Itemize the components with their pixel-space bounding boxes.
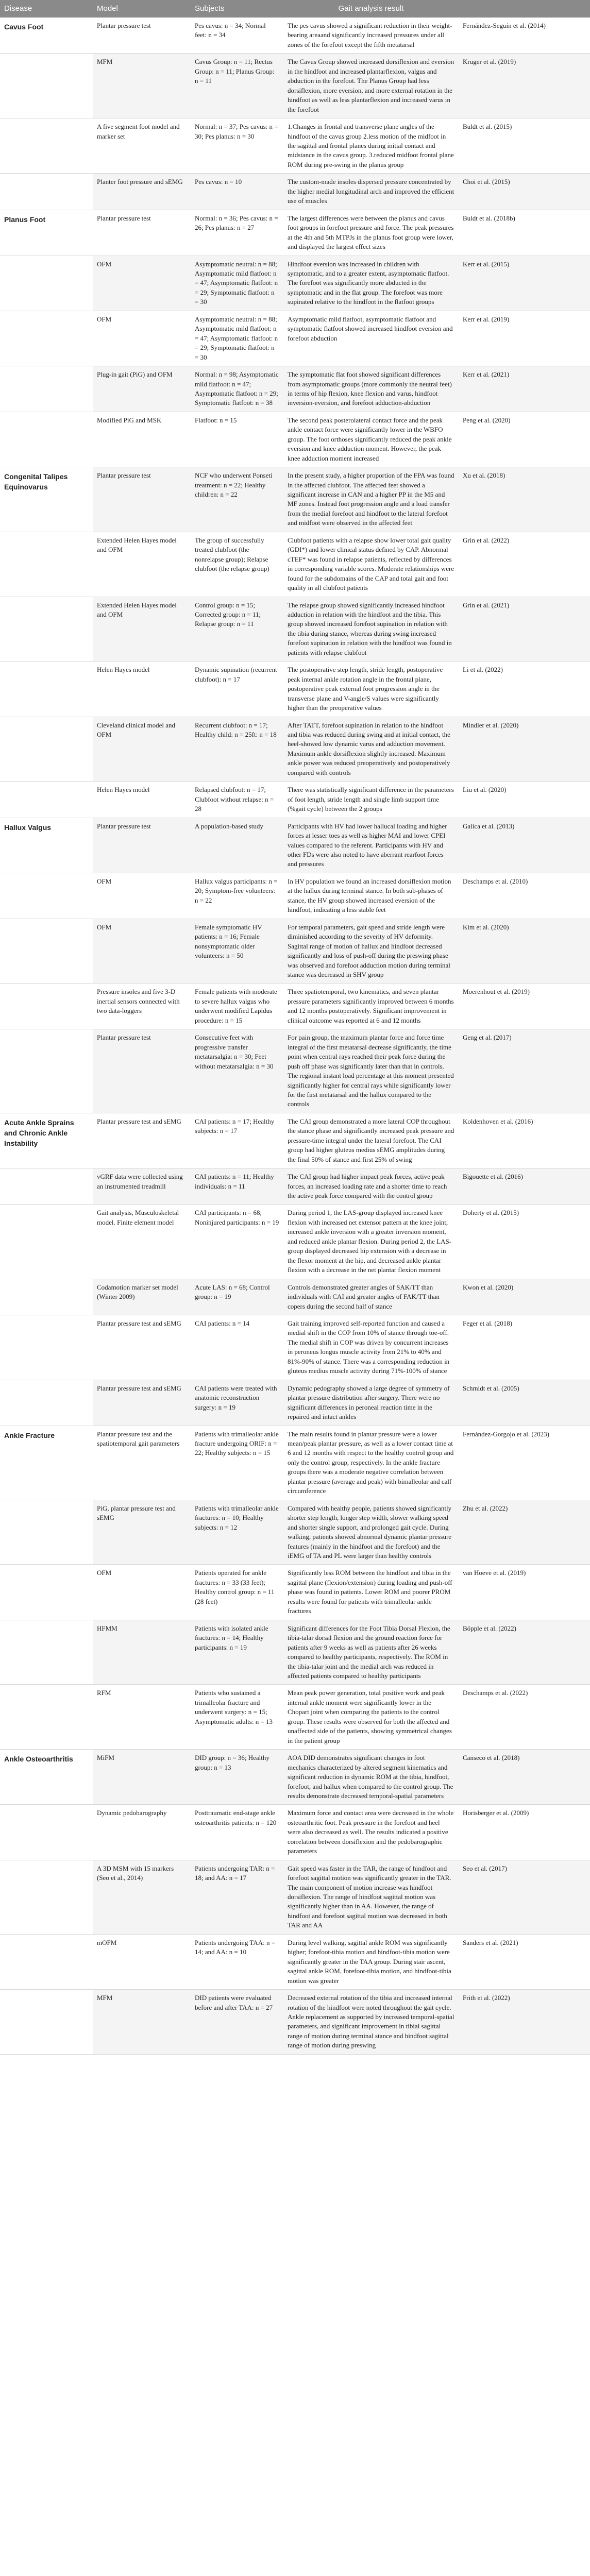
table-row	[0, 1113, 590, 1168]
table-row	[0, 818, 590, 873]
model-cell: Plantar pressure test and the spatiotemporal gait parameters	[93, 1426, 191, 1500]
gait-result-cell: The largest differences were between the planus and cavus foot groups in forefoot pressure and force. The peak pressures at the 4th and 5th MTPJs in the planus foot group were lower, and displayed the largest effect sizes	[283, 210, 459, 256]
model-cell: RFM	[93, 1685, 191, 1750]
subjects-cell: Patients undergoing TAR: n = 18; and AA: n = 17	[191, 1860, 283, 1934]
disease-cell	[0, 873, 93, 919]
reference-cell: Koldenhoven et al. (2016)	[459, 1113, 590, 1168]
table-row	[0, 1315, 590, 1380]
subjects-cell: CAI patients: n = 17; Healthy subjects: n = 17	[191, 1113, 283, 1168]
disease-cell	[0, 782, 93, 818]
subjects-cell: Consecutive feet with progressive transfer metatarsalgia: n = 30; Feet without metatarsalgia: n = 30	[191, 1029, 283, 1113]
disease-cell: Acute Ankle Sprains and Chronic Ankle Instability	[0, 1113, 93, 1168]
model-cell: Dynamic pedobarography	[93, 1805, 191, 1860]
table-row	[0, 1620, 590, 1685]
gait-result-cell: 1.Changes in frontal and transverse plane angles of the hindfoot of the cavus group 2.less motion of the midfoot in the sagittal and frontal planes during initial contact and midstance in the cavus group. 3.reduced midfoot frontal plane ROM during pre-swing in the planus group	[283, 118, 459, 174]
model-cell: Plantar pressure test and sEMG	[93, 1113, 191, 1168]
model-cell: OFM	[93, 1565, 191, 1620]
subjects-cell: Cavus Group: n = 11; Rectus Group: n = 11; Planus Group: n = 11	[191, 54, 283, 118]
table-header-row	[0, 0, 590, 18]
subjects-cell: DID patients were evaluated before and after TAA: n = 27	[191, 1990, 283, 2055]
reference-cell: Kerr et al. (2019)	[459, 311, 590, 366]
header-gait-result: Gait analysis result	[283, 0, 459, 18]
table-row	[0, 717, 590, 782]
reference-cell: Buldt et al. (2015)	[459, 118, 590, 174]
model-cell: Extended Helen Hayes model and OFM	[93, 532, 191, 597]
reference-cell: Liu et al. (2020)	[459, 782, 590, 818]
subjects-cell: Patients operated for ankle fractures: n = 33 (33 feet); Healthy control group: n = 11 (28 feet)	[191, 1565, 283, 1620]
gait-result-cell: Significant differences for the Foot Tibia Dorsal Flexion, the tibia-talar dorsal flexion and the ground reaction force for patients after 9 weeks as well as patients after 26 weeks compared to healthy participants, respectively. The ROM in the tibia-talar joint and the medial arch was reduced in affected patients compared to healthy participants	[283, 1620, 459, 1685]
table-row	[0, 782, 590, 818]
subjects-cell: Normal: n = 98; Asymptomatic mild flatfoot: n = 47; Asymptomatic flatfoot: n = 29; Symptomatic flatfoot: n = 38	[191, 366, 283, 412]
reference-cell: Canseco et al. (2018)	[459, 1750, 590, 1805]
disease-cell	[0, 366, 93, 412]
subjects-cell: Normal: n = 36; Pes cavus: n = 26; Pes planus: n = 27	[191, 210, 283, 256]
disease-cell	[0, 1500, 93, 1565]
reference-cell: Buldt et al. (2018b)	[459, 210, 590, 256]
reference-cell: Zhu et al. (2022)	[459, 1500, 590, 1565]
disease-cell	[0, 984, 93, 1029]
table-row	[0, 597, 590, 662]
disease-cell	[0, 532, 93, 597]
reference-cell: Fernández-Gorgojo et al. (2023)	[459, 1426, 590, 1500]
subjects-cell: CAI participants: n = 68; Noninjured participants: n = 19	[191, 1205, 283, 1279]
model-cell: Pressure insoles and five 3-D inertial sensors connected with two data-loggers	[93, 984, 191, 1029]
gait-result-cell: For pain group, the maximum plantar force and force time integral of the first metatarsal decrease significantly, the time point when central rays reached their peak force during the push off phase was significantly later than that in controls. The regional instant load percentage at this moment presented significantly higher for central rays while significantly lower for the first metatarsal and the hallux compared to the controls	[283, 1029, 459, 1113]
reference-cell: Sanders et al. (2021)	[459, 1934, 590, 1989]
disease-cell	[0, 1685, 93, 1750]
reference-cell: Grin et al. (2022)	[459, 532, 590, 597]
disease-cell	[0, 1620, 93, 1685]
gait-result-cell: The Cavus Group showed increased dorsiflexion and eversion in the hindfoot and increased plantarflexion, valgus and abduction in the forefoot. The Planus Group had less dorsiflexion, more eversion, and more external rotation in the hindfoot as well as less plantarflexion and increased varus in the forefoot	[283, 54, 459, 118]
table-row	[0, 1426, 590, 1500]
reference-cell: Peng et al. (2020)	[459, 412, 590, 467]
disease-cell	[0, 256, 93, 311]
model-cell: Modified PiG and MSK	[93, 412, 191, 467]
gait-result-cell: The CAI group demonstrated a more lateral COP throughout the stance phase and significantly increased peak pressure and pressure-time integral under the lateral forefoot. The CAI group had higher gluteus medius sEMG amplitudes during the final 50% of stance and first 25% of swing	[283, 1113, 459, 1168]
model-cell: Cleveland clinical model and OFM	[93, 717, 191, 782]
table-row	[0, 210, 590, 256]
disease-cell	[0, 1565, 93, 1620]
subjects-cell: Pes cavus: n = 10	[191, 174, 283, 210]
table-row	[0, 366, 590, 412]
subjects-cell: CAI patients were treated with anatomic reconstruction surgery: n = 19	[191, 1380, 283, 1426]
subjects-cell: Posttraumatic end-stage ankle osteoarthritis patients: n = 120	[191, 1805, 283, 1860]
disease-cell	[0, 1315, 93, 1380]
reference-cell: Bigouette et al. (2016)	[459, 1168, 590, 1205]
table-row	[0, 1860, 590, 1934]
table-row	[0, 1685, 590, 1750]
table-row	[0, 467, 590, 532]
gait-result-cell: Compared with healthy people, patients showed significantly shorter step length, longer step width, slower walking speed and shorter single support, and prolonged gait cycle. During walking, patients showed abnormal dynamic plantar pressure features (mainly in the hindfoot and the forefoot) and the iEMG of TA and PL were larger than healthy controls	[283, 1500, 459, 1565]
model-cell: Plantar pressure test	[93, 1029, 191, 1113]
reference-cell: Doherty et al. (2015)	[459, 1205, 590, 1279]
model-cell: MFM	[93, 1990, 191, 2055]
gait-result-cell: Hindfoot eversion was increased in children with symptomatic, and to a greater extent, asymptomatic flatfoot. The forefoot was significantly more abducted in the symptomatic and in the flat group. The forefoot was more supinated relative to the hindfoot in the flatfoot groups	[283, 256, 459, 311]
disease-cell	[0, 118, 93, 174]
reference-cell: Choi et al. (2015)	[459, 174, 590, 210]
reference-cell: Kim et al. (2020)	[459, 919, 590, 984]
disease-cell	[0, 717, 93, 782]
disease-cell	[0, 1168, 93, 1205]
reference-cell: Xu et al. (2018)	[459, 467, 590, 532]
disease-cell: Cavus Foot	[0, 18, 93, 54]
table-row	[0, 1279, 590, 1315]
gait-result-cell: Decreased external rotation of the tibia and increased internal rotation of the hindfoot were noted throughout the gait cycle. Ankle replacement as supported by increased temporal-spatial parameters, and significant improvement in tibial sagittal range of motion during terminal stance and hindfoot sagittal range of motion during preswing	[283, 1990, 459, 2055]
model-cell: Planter foot pressure and sEMG	[93, 174, 191, 210]
subjects-cell: Patients undergoing TAA: n = 14; and AA: n = 10	[191, 1934, 283, 1989]
model-cell: OFM	[93, 919, 191, 984]
subjects-cell: Pes cavus: n = 34; Normal feet: n = 34	[191, 18, 283, 54]
reference-cell: Böpple et al. (2022)	[459, 1620, 590, 1685]
subjects-cell: Asymptomatic neutral: n = 88; Asymptomatic mild flatfoot: n = 47; Asymptomatic flatfoot: n = 29; Symptomatic flatfoot: n = 30	[191, 311, 283, 366]
gait-result-cell: During level walking, sagittal ankle ROM was significantly higher; forefoot-tibia motion and hindfoot-tibia motion were significantly greater in the TAA group. During stair ascent, sagittal ankle ROM, forefoot-tibia motion, and hindfoot-tibia motion was greater	[283, 1934, 459, 1989]
subjects-cell: Control group: n = 15; Corrected group: n = 11; Relapse group: n = 11	[191, 597, 283, 662]
gait-result-cell: The CAI group had higher impact peak forces, active peak forces, an increased loading rate and a shorter time to reach the active peak force compared with the control group	[283, 1168, 459, 1205]
disease-cell: Ankle Fracture	[0, 1426, 93, 1500]
table-row	[0, 311, 590, 366]
gait-result-cell: In HV population we found an increased dorsiflexion motion at the hallux during terminal stance. In both sub-phases of stance, the HV group showed increased eversion of the hindfoot, indicating a less stable feet	[283, 873, 459, 919]
model-cell: PiG, plantar pressure test and sEMG	[93, 1500, 191, 1565]
reference-cell: Geng et al. (2017)	[459, 1029, 590, 1113]
reference-cell: Li et al. (2022)	[459, 662, 590, 717]
subjects-cell: Female patients with moderate to severe hallux valgus who underwent modified Lapidus procedure: n = 15	[191, 984, 283, 1029]
table-row	[0, 412, 590, 467]
disease-cell: Ankle Osteoarthritis	[0, 1750, 93, 1805]
table-row	[0, 662, 590, 717]
table-row	[0, 54, 590, 118]
reference-cell: Kruger et al. (2019)	[459, 54, 590, 118]
model-cell: Plantar pressure test	[93, 467, 191, 532]
subjects-cell: Female symptomatic HV patients: n = 16; Female nonsymptomatic older volunteers: n = 50	[191, 919, 283, 984]
model-cell: Plantar pressure test	[93, 210, 191, 256]
subjects-cell: Flatfoot: n = 15	[191, 412, 283, 467]
reference-cell: Frith et al. (2022)	[459, 1990, 590, 2055]
table-row	[0, 984, 590, 1029]
disease-cell	[0, 54, 93, 118]
subjects-cell: Patients with trimalleolar ankle fractures: n = 10; Healthy subjects: n = 12	[191, 1500, 283, 1565]
model-cell: OFM	[93, 256, 191, 311]
model-cell: Gait analysis, Musculoskeletal model. Finite element model	[93, 1205, 191, 1279]
gait-result-cell: Clubfoot patients with a relapse show lower total gait quality (GDI*) and lower clinical status defined by CAP. Abnormal cTEF* was found in relapse patients, reflected by differences in corresponding variable scores. Moderate relationships were found for the subdomains of the CAP and total gait and foot quality in all clubfoot patients	[283, 532, 459, 597]
subjects-cell: Patients with trimalleolar ankle fracture undergoing ORIF: n = 22; Healthy subjects: n = 15	[191, 1426, 283, 1500]
reference-cell: Kwon et al. (2020)	[459, 1279, 590, 1315]
gait-result-cell: The postoperative step length, stride length, postoperative peak internal ankle rotation angle in the frontal plane, postoperative peak external foot progression angle in the transverse plane and V-angle/S values were significantly higher than the preoperative values	[283, 662, 459, 717]
table-row	[0, 174, 590, 210]
gait-result-cell: The relapse group showed significantly increased hindfoot adduction in relation with the hindfoot and the tibia. This group showed increased forefoot supination in relation with the tibia during stance, whereas during swing increased forefoot supination in relation with the hindfoot was found in patients with relapse clubfoot	[283, 597, 459, 662]
gait-result-cell: Gait training improved self-reported function and caused a medial shift in the COP from 10% of stance through toe-off. The medial shift in COP was driven by concurrent increases in peroneus longus muscle activity from 21% to 40% and 81%-90% of stance. There was a corresponding reduction in gluteus medius muscle activity during 71%-100% of stance	[283, 1315, 459, 1380]
model-cell: vGRF data were collected using an instrumented treadmill	[93, 1168, 191, 1205]
subjects-cell: Normal: n = 37; Pes cavus: n = 30; Pes planus: n = 30	[191, 118, 283, 174]
disease-cell	[0, 1029, 93, 1113]
gait-result-cell: Dynamic pedography showed a large degree of symmetry of plantar pressure distribution after surgery. There were no significant differences in peroneal reaction time in the repaired and intact ankles	[283, 1380, 459, 1426]
subjects-cell: Recurrent clubfoot: n = 17; Healthy child: n = 25ft: n = 18	[191, 717, 283, 782]
subjects-cell: Dynamic supination (recurrent clubfoot): n = 17	[191, 662, 283, 717]
subjects-cell: Patients with isolated ankle fractures: n = 14; Healthy participants: n = 19	[191, 1620, 283, 1685]
model-cell: Codamotion marker set model (Winter 2009)	[93, 1279, 191, 1315]
gait-result-cell: After TATT, forefoot supination in relation to the hindfoot and tibia was reduced during swing and at initial contact, the heel-showed low dynamic varus and adduction movement. Maximum ankle dorsiflexion slightly increased. Maximum ankle power was reduced preoperatively and postoperatively compared with controls	[283, 717, 459, 782]
subjects-cell: A population-based study	[191, 818, 283, 873]
subjects-cell: CAI patients: n = 11; Healthy individuals: n = 11	[191, 1168, 283, 1205]
model-cell: Plug-in gait (PiG) and OFM	[93, 366, 191, 412]
reference-cell: Horisberger et al. (2009)	[459, 1805, 590, 1860]
reference-cell: Grin et al. (2021)	[459, 597, 590, 662]
model-cell: A five segment foot model and marker set	[93, 118, 191, 174]
subjects-cell: DID group: n = 36; Healthy group: n = 13	[191, 1750, 283, 1805]
model-cell: Plantar pressure test and sEMG	[93, 1380, 191, 1426]
subjects-cell: Asymptomatic neutral: n = 88; Asymptomatic mild flatfoot: n = 47; Asymptomatic flatfoot: n = 29; Symptomatic flatfoot: n = 30	[191, 256, 283, 311]
model-cell: A 3D MSM with 15 markers (Seo et al., 2014)	[93, 1860, 191, 1934]
reference-cell: Schmidt et al. (2005)	[459, 1380, 590, 1426]
table-row	[0, 873, 590, 919]
subjects-cell: The group of successfully treated clubfoot (the nonrelapse group); Relapse clubfoot (the relapse group)	[191, 532, 283, 597]
model-cell: Plantar pressure test	[93, 818, 191, 873]
table-row	[0, 256, 590, 311]
table-row	[0, 1380, 590, 1426]
table-row	[0, 1168, 590, 1205]
disease-cell: Congenital Talipes Equinovarus	[0, 467, 93, 532]
table-row	[0, 1990, 590, 2055]
disease-cell	[0, 174, 93, 210]
gait-result-cell: Three spatiotemporal, two kinematics, and seven plantar pressure parameters significantly improved between 6 months and 12 months postoperatively. Significant improvement in clinical outcome was reported at 6 and 12 months	[283, 984, 459, 1029]
table-row	[0, 1805, 590, 1860]
reference-cell: van Hoeve et al. (2019)	[459, 1565, 590, 1620]
model-cell: OFM	[93, 873, 191, 919]
table-row	[0, 919, 590, 984]
model-cell: MFM	[93, 54, 191, 118]
gait-result-cell: AOA DID demonstrates significant changes in foot mechanics characterized by altered segment kinematics and significant reduction in dynamic ROM at the tibia, hindfoot, forefoot, and hallux when compared to the control group. The results demonstrate decreased temporal-spatial parameters	[283, 1750, 459, 1805]
table-row	[0, 1029, 590, 1113]
disease-cell	[0, 662, 93, 717]
gait-result-cell: Controls demonstrated greater angles of SAK/TT than individuals with CAI and greater angles of FAK/TT than copers during the second half of stance	[283, 1279, 459, 1315]
gait-result-cell: The custom-made insoles dispersed pressure concentrated by the higher medial longitudinal arch and improved the efficient use of muscles	[283, 174, 459, 210]
gait-result-cell: Significantly less ROM between the hindfoot and tibia in the sagittal plane (flexion/extension) during loading and push-off phase was found in patients. Lower ROM and poorer PROM results were found for patients with trimalleolar ankle fractures	[283, 1565, 459, 1620]
disease-cell	[0, 412, 93, 467]
gait-result-cell: Mean peak power generation, total positive work and peak internal ankle moment were significantly lower in the Chopart joint when comparing the patients to the control group. These results were observed for both the affected and unaffected side of the patients, showing symmetrical changes in the patient group	[283, 1685, 459, 1750]
disease-cell: Hallux Valgus	[0, 818, 93, 873]
disease-cell	[0, 1860, 93, 1934]
model-cell: mOFM	[93, 1934, 191, 1989]
header-model: Model	[93, 0, 191, 18]
gait-result-cell: The main results found in plantar pressure were a lower mean/peak plantar pressure, as well as a lower contact time at 6 and 12 months with respect to the healthy control group and only the control group, respectively. In the ankle fracture groups there was a moderate negative correlation between plantar pressure (average and peak) with bimalleolar and calf circumference	[283, 1426, 459, 1500]
disease-cell	[0, 1205, 93, 1279]
reference-cell: Feger et al. (2018)	[459, 1315, 590, 1380]
disease-cell: Planus Foot	[0, 210, 93, 256]
disease-cell	[0, 311, 93, 366]
table-row	[0, 1500, 590, 1565]
table-row	[0, 1934, 590, 1989]
reference-cell: Deschamps et al. (2010)	[459, 873, 590, 919]
model-cell: Extended Helen Hayes model and OFM	[93, 597, 191, 662]
disease-cell	[0, 1934, 93, 1989]
table-row	[0, 1750, 590, 1805]
table-body	[0, 18, 590, 2054]
disease-cell	[0, 919, 93, 984]
model-cell: Plantar pressure test	[93, 18, 191, 54]
gait-result-cell: Gait speed was faster in the TAR, the range of hindfoot and forefoot sagittal motion was significantly greater in the TAR. The main component of motion increase was hindfoot dorsiflexion. The range of hindfoot sagittal motion was significantly higher than in AA. However, the range of hindfoot and forefoot sagittal motion was decreased in both TAR and AA	[283, 1860, 459, 1934]
header-reference	[459, 0, 590, 18]
subjects-cell: NCF who underwent Ponseti treatment: n = 22; Healthy children: n = 22	[191, 467, 283, 532]
gait-result-cell: The symptomatic flat foot showed significant differences from asymptomatic groups (more commonly the neutral feet) in terms of hip flexion, knee flexion and varus, hindfoot inversion-eversion, and forefoot adduction-abduction	[283, 366, 459, 412]
gait-result-cell: In the present study, a higher proportion of the FPA was found in the affected clubfoot. The affected feet showed a significant increase in CAN and a higher PP in the M5 and MF zones. Instead foot progression angle and a load transfer from the medial forefoot and hindfoot to the lateral forefoot and midfoot were observed in the affected feet	[283, 467, 459, 532]
model-cell: Plantar pressure test and sEMG	[93, 1315, 191, 1380]
table-row	[0, 1565, 590, 1620]
disease-cell	[0, 597, 93, 662]
table-row	[0, 532, 590, 597]
model-cell: HFMM	[93, 1620, 191, 1685]
gait-result-cell: Participants with HV had lower hallucal loading and higher forces at lesser toes as well as higher MAI and lower CPEI values compared to the referent. Participants with HV and other FDs were also noted to have aberrant rearfoot forces and pressures	[283, 818, 459, 873]
disease-cell	[0, 1990, 93, 2055]
header-subjects: Subjects	[191, 0, 283, 18]
disease-cell	[0, 1805, 93, 1860]
disease-cell	[0, 1279, 93, 1315]
subjects-cell: Patients who sustained a trimalleolar fracture and underwent surgery: n = 15; Asymptomatic adults: n = 13	[191, 1685, 283, 1750]
gait-result-cell: The second peak posterolateral contact force and the peak ankle contact force were significantly lower in the WBFO group. The foot orthoses significantly reduced the peak ankle eversion and knee adduction moment. However, the peak knee adduction moment increased	[283, 412, 459, 467]
gait-result-cell: There was statistically significant difference in the parameters of foot length, stride length and single limb support time (%gait cycle) between the 2 groups	[283, 782, 459, 818]
model-cell: OFM	[93, 311, 191, 366]
gait-result-cell: During period 1, the LAS-group displayed increased knee flexion with increased net extensor pattern at the knee joint, increased ankle inversion with a greater inversion moment, and reduced ankle plantar flexion. During period 2, the LAS-group displayed decreased hip extension with a decrease in the flexor moment at the hip, and decreased ankle plantar flexion with a decrease in the net plantar flexion moment	[283, 1205, 459, 1279]
reference-cell: Moerenhout et al. (2019)	[459, 984, 590, 1029]
table-row	[0, 1205, 590, 1279]
model-cell: MiFM	[93, 1750, 191, 1805]
table-row	[0, 118, 590, 174]
reference-cell: Fernández-Seguín et al. (2014)	[459, 18, 590, 54]
reference-cell: Mindler et al. (2020)	[459, 717, 590, 782]
header-disease: Disease	[0, 0, 93, 18]
gait-result-cell: For temporal parameters, gait speed and stride length were diminished according to the severity of HV deformity. Sagittal range of motion of hallux and hindfoot decreased significantly and loss of push-off during the preswing phase was observed and forefoot adduction motion during terminal stance was decreased in SHV group	[283, 919, 459, 984]
reference-cell: Kerr et al. (2021)	[459, 366, 590, 412]
gait-result-cell: The pes cavus showed a significant reduction in their weight-bearing areaand significantly increased pressures under all zones of the forefoot except the fifth metatarsal	[283, 18, 459, 54]
gait-result-cell: Maximum force and contact area were decreased in the whole osteoarthritic foot. Peak pressure in the forefoot and heel were also decreased as well. The results indicated a positive correlation between dorsiflexion and the pedobarographic parameters	[283, 1805, 459, 1860]
table-row	[0, 18, 590, 54]
reference-cell: Galica et al. (2013)	[459, 818, 590, 873]
reference-cell: Deschamps et al. (2022)	[459, 1685, 590, 1750]
reference-cell: Seo et al. (2017)	[459, 1860, 590, 1934]
disease-cell	[0, 1380, 93, 1426]
subjects-cell: Acute LAS: n = 68; Control group: n = 19	[191, 1279, 283, 1315]
model-cell: Helen Hayes model	[93, 662, 191, 717]
model-cell: Helen Hayes model	[93, 782, 191, 818]
reference-cell: Kerr et al. (2015)	[459, 256, 590, 311]
subjects-cell: CAI patients: n = 14	[191, 1315, 283, 1380]
subjects-cell: Hallux valgus participants: n = 20; Symptom-free volunteers: n = 22	[191, 873, 283, 919]
gait-result-cell: Asymptomatic mild flatfoot, asymptomatic flatfoot and symptomatic flatfoot showed increased hindfoot eversion and forefoot abduction	[283, 311, 459, 366]
subjects-cell: Relapsed clubfoot: n = 17; Clubfoot without relapse: n = 28	[191, 782, 283, 818]
